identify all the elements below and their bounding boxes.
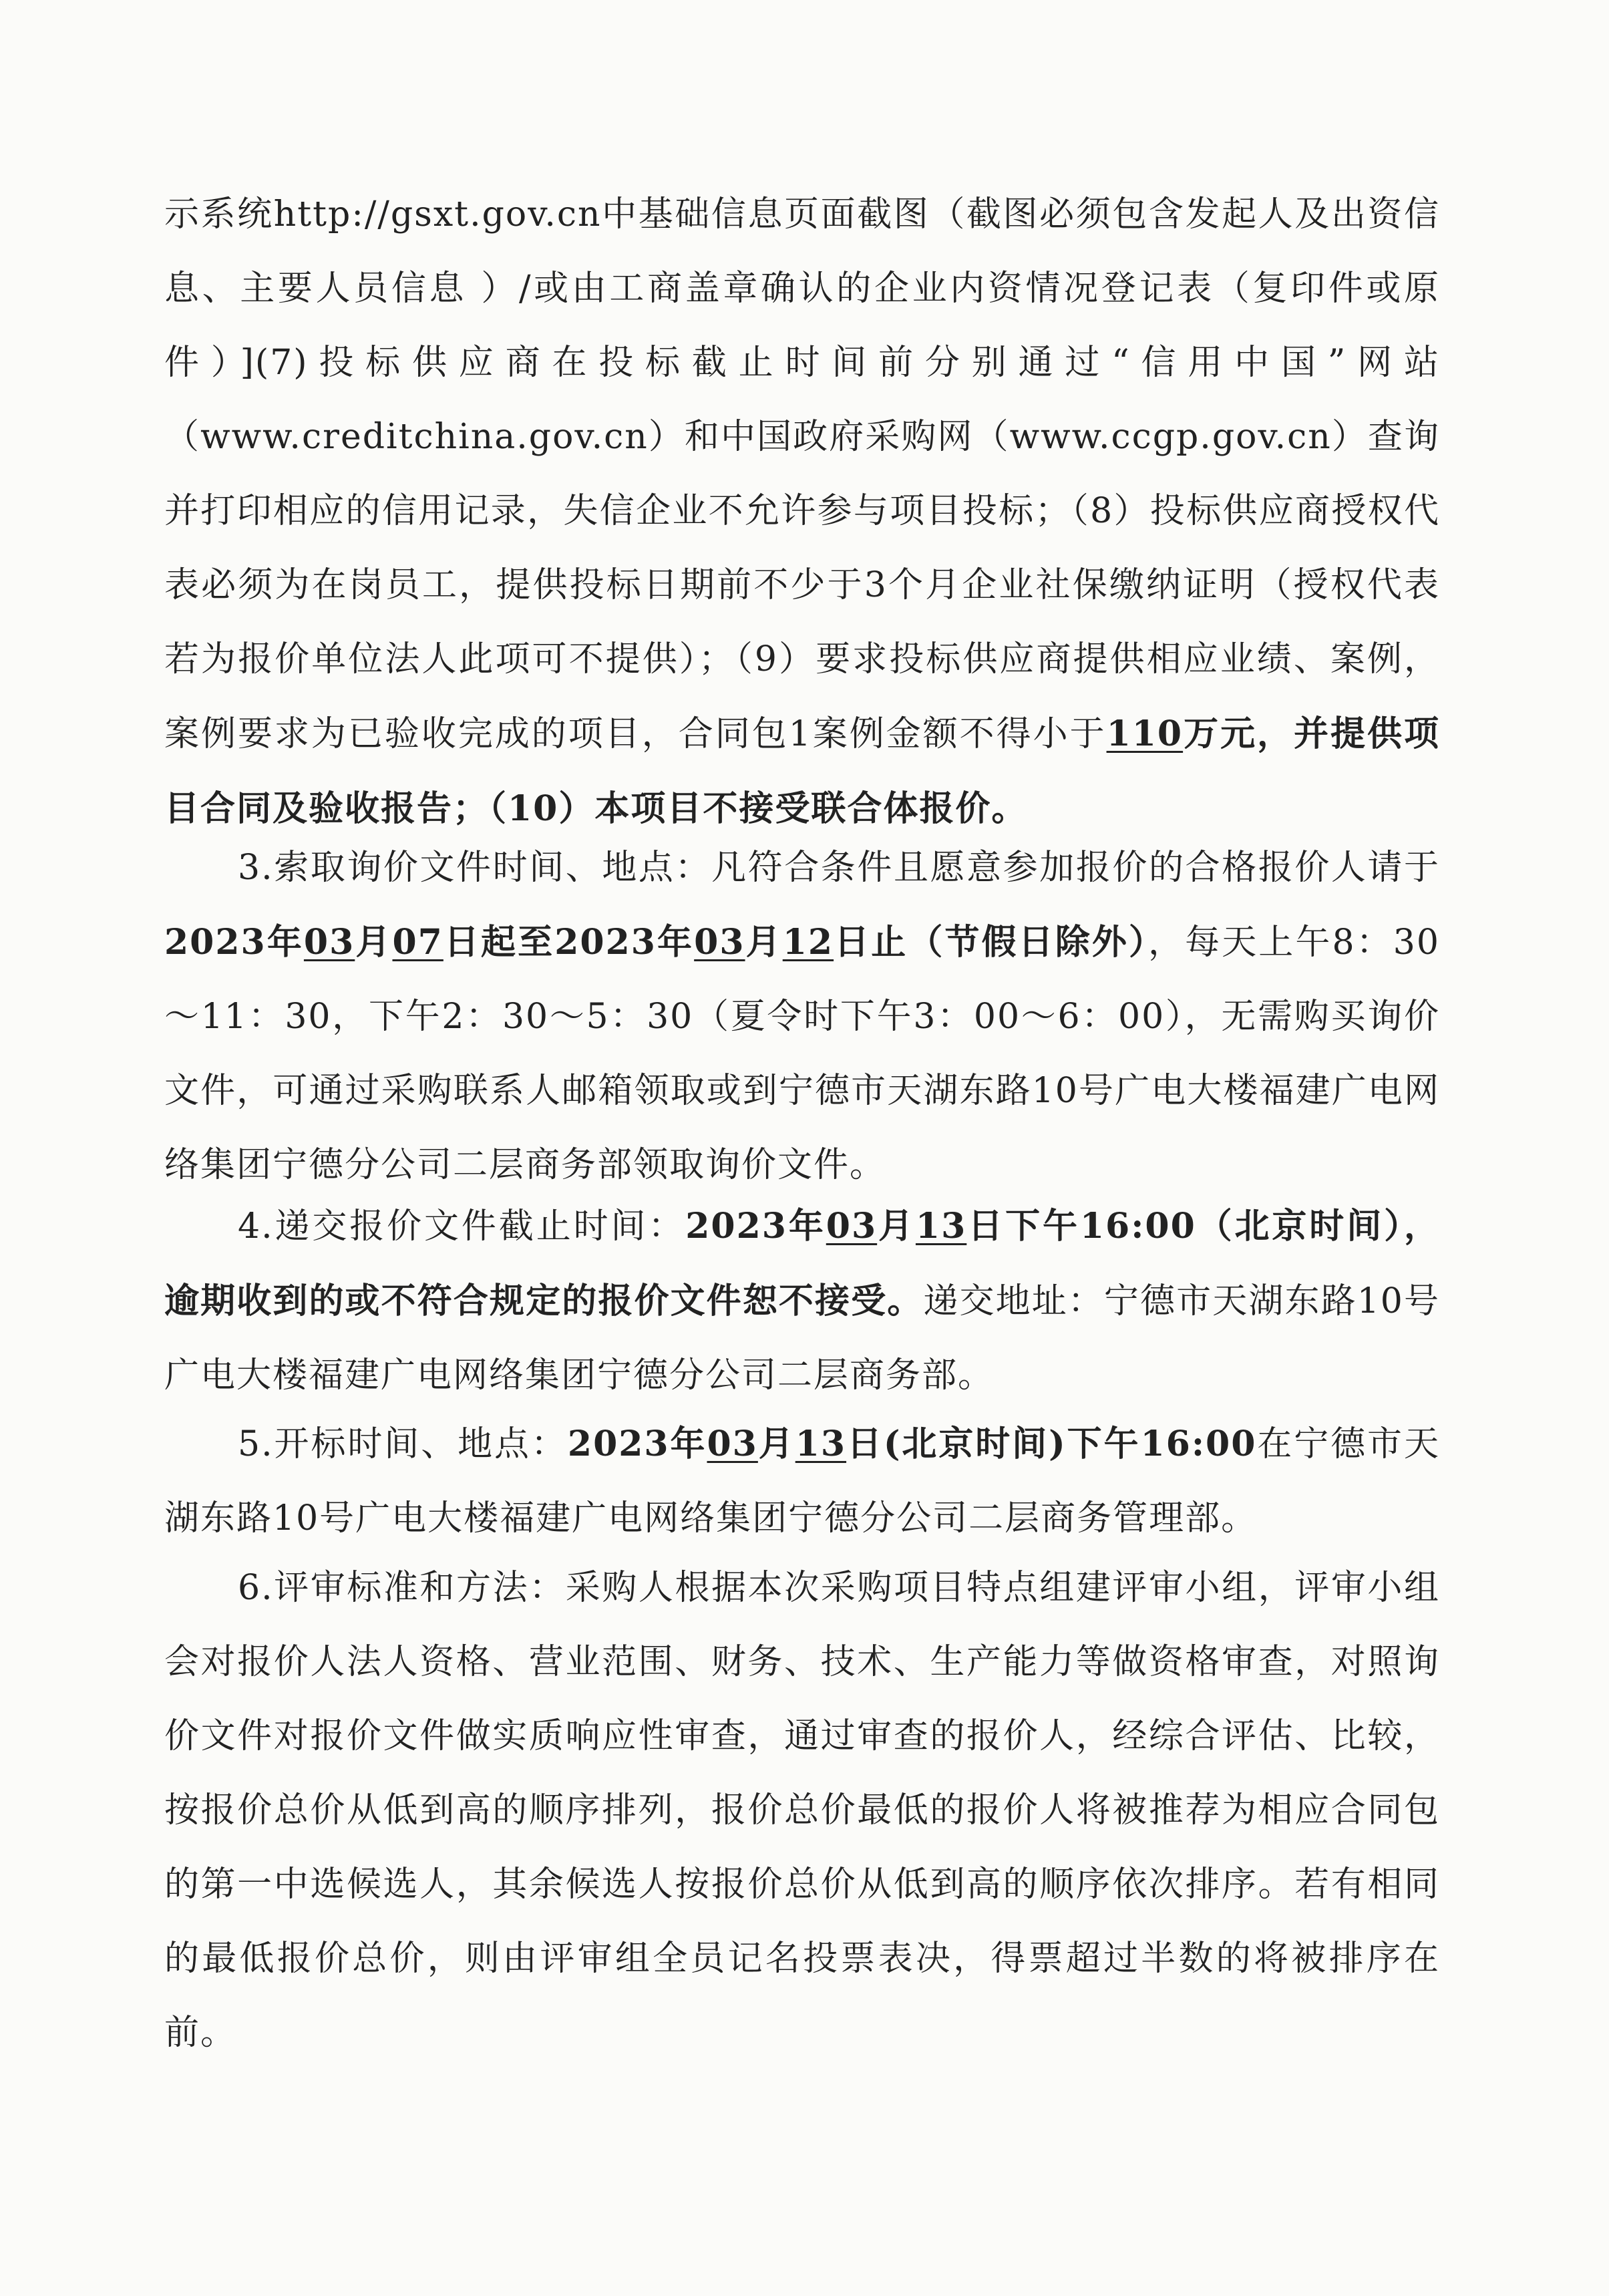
obtain-nian-1: 年: [266, 922, 304, 963]
paragraph-evaluation: [164, 1551, 1440, 2070]
opening-yue: 月: [757, 1424, 795, 1464]
case-amount: 110: [1106, 713, 1184, 754]
obtain-end-month: 03: [694, 922, 745, 963]
obtain-end-year: 2023: [554, 922, 657, 963]
qualifications-tail: 并提供项目合同及验收报告；（10）本项目不接受联合体报价。: [164, 713, 1440, 829]
submission-yue: 月: [877, 1206, 916, 1247]
opening-nian: 年: [669, 1424, 707, 1464]
obtain-yue-2: 月: [745, 922, 783, 963]
opening-address: 在宁德市天湖东路10号广电大楼福建广电网络集团宁德分公司二层商务管理部。: [164, 1424, 1440, 1538]
submission-nian: 年: [787, 1206, 826, 1247]
paragraph-submission-deadline: [164, 1189, 1440, 1413]
submission-month: 03: [826, 1206, 878, 1247]
obtain-end-day: 12: [782, 922, 834, 963]
obtain-start-year: 2023: [164, 922, 266, 963]
paragraph-qualifications: [164, 178, 1440, 846]
case-amount-unit: 万元，: [1183, 713, 1294, 754]
submission-deadline-text: 日下午16:00（北京时间），逾期收到的或不符合规定的报价文件恕不接受。: [164, 1206, 1440, 1321]
qualifications-text: 示系统http://gsxt.gov.cn中基础信息页面截图（截图必须包含发起人及出资信息、主要人员信息 ）/或由工商盖章确认的企业内资情况登记表（复印件或原件）](7)投标供应商在投标截止时间前分别通过“信用中国”网站（www.creditchina.gov.cn）和中国政府采购网（www.ccgp.gov.cn）查询并打印相应的信用记录，失信企业不允许参与项目投标；（8）投标供应商授权代表必须为在岗员工，提供投标日期前不少于3个月企业社保缴纳证明（授权代表若为报价单位法人此项可不提供）；（9）要求投标供应商提供相应业绩、案例，案例要求为已验收完成的项目，合同包1案例金额不得小于: [164, 194, 1440, 754]
submission-day: 13: [915, 1206, 967, 1247]
opening-intro: 5.开标时间、地点：: [238, 1424, 568, 1464]
submission-intro: 4.递交报价文件截止时间：: [238, 1206, 686, 1247]
obtain-end-text: 日止（节假日除外）: [834, 922, 1149, 963]
submission-year: 2023: [685, 1206, 787, 1247]
submission-address: 递交地址：宁德市天湖东路10号广电大楼福建广电网络集团宁德分公司二层商务部。: [164, 1281, 1440, 1396]
paragraph-obtain-documents: [164, 831, 1440, 1202]
evaluation-text: 6.评审标准和方法：采购人根据本次采购项目特点组建评审小组，评审小组会对报价人法人资格、营业范围、财务、技术、生产能力等做资格审查，对照询价文件对报价文件做实质响应性审查，通过审查的报价人，经综合评估、比较，按报价总价从低到高的顺序排列，报价总价最低的报价人将被推荐为相应合同包的第一中选候选人，其余候选人按报价总价从低到高的顺序依次排序。若有相同的最低报价总价，则由评审组全员记名投票表决，得票超过半数的将被排序在前。: [164, 1568, 1440, 2053]
paragraph-bid-opening: [164, 1407, 1440, 1556]
opening-year: 2023: [567, 1424, 670, 1464]
opening-day: 13: [795, 1424, 847, 1464]
obtain-yue-1: 月: [355, 922, 393, 963]
obtain-mid: 日起至: [443, 922, 555, 963]
obtain-start-month: 03: [303, 922, 355, 963]
opening-month: 03: [707, 1424, 758, 1464]
opening-time: 日(北京时间)下午16:00: [846, 1424, 1257, 1464]
obtain-nian-2: 年: [656, 922, 695, 963]
obtain-start-day: 07: [392, 922, 443, 963]
obtain-intro: 3.索取询价文件时间、地点：凡符合条件且愿意参加报价的合格报价人请于: [238, 848, 1440, 888]
obtain-details: ，每天上午8：30～11：30，下午2：30～5：30（夏令时下午3：00～6：00），无需购买询价文件，可通过采购联系人邮箱领取或到宁德市天湖东路10号广电大楼福建广电网络集团宁德分公司二层商务部领取询价文件。: [164, 923, 1440, 1185]
